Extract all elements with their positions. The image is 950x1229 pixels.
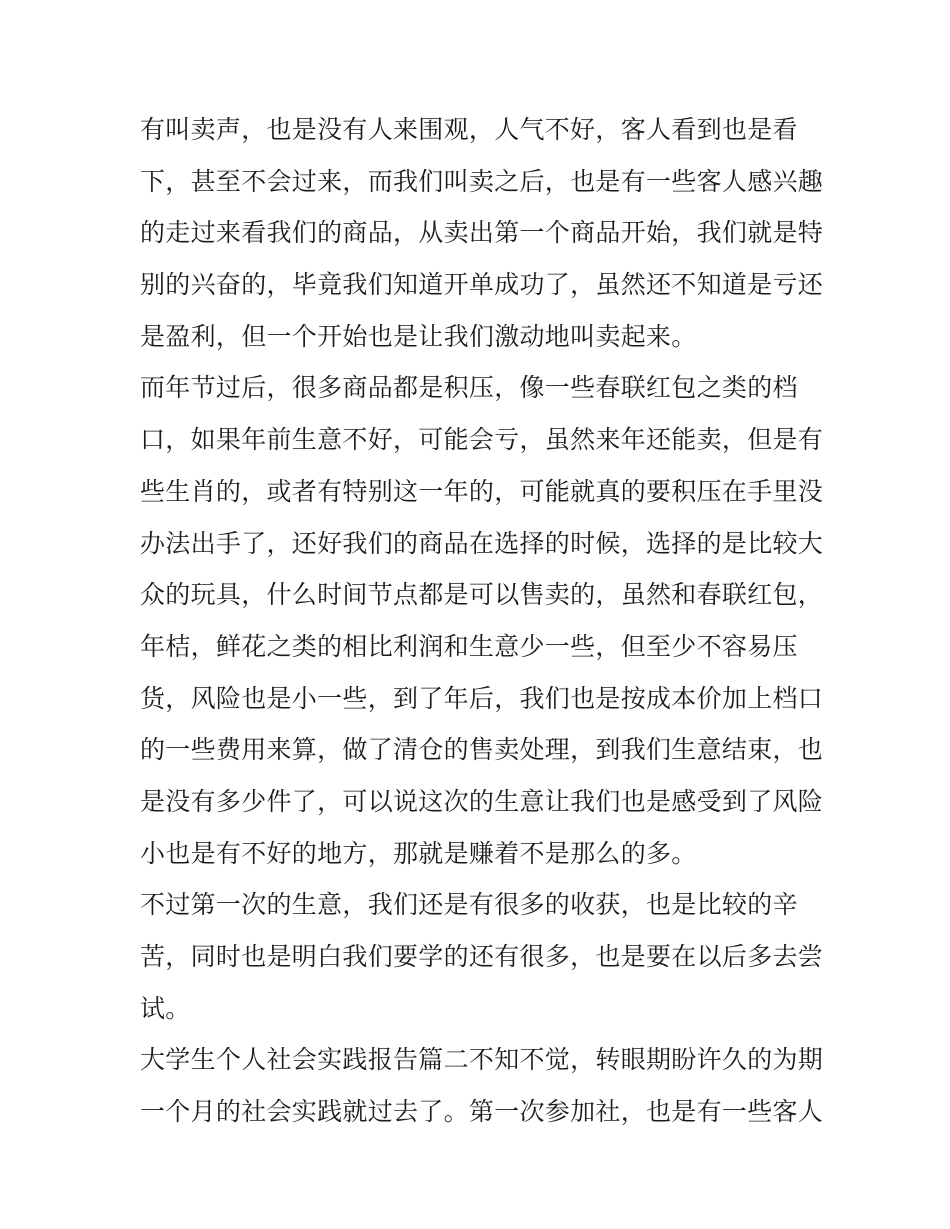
document-body	[140, 104, 824, 1138]
text-line: 众的玩具，什么时间节点都是可以售卖的，虽然和春联红包，	[140, 580, 824, 610]
text-line: 下，甚至不会过来，而我们叫卖之后，也是有一些客人感兴趣	[140, 166, 824, 196]
text-line: 有叫卖声，也是没有人来围观，人气不好，客人看到也是看	[140, 115, 798, 144]
text-line: 货，风险也是小一些，到了年后，我们也是按成本价加上档口	[140, 683, 824, 713]
text-line: 年桔，鲜花之类的相比利润和生意少一些，但至少不容易压	[140, 631, 798, 661]
text-line: 不过第一次的生意，我们还是有很多的收获，也是比较的辛	[140, 890, 798, 920]
text-line: 的一些费用来算，做了清仓的售卖处理，到我们生意结束，也	[140, 735, 824, 765]
text-line: 大学生个人社会实践报告篇二不知不觉，转眼期盼许久的为期	[140, 1045, 824, 1075]
text-line: 是没有多少件了，可以说这次的生意让我们也是感受到了风险	[140, 786, 824, 816]
text-line: 办法出手了，还好我们的商品在选择的时候，选择的是比较大	[140, 528, 824, 558]
text-line: 一个月的社会实践就过去了。第一次参加社，也是有一些客人	[140, 1097, 824, 1127]
text-line: 而年节过后，很多商品都是积压，像一些春联红包之类的档	[140, 373, 798, 403]
text-line: 是盈利，但一个开始也是让我们激动地叫卖起来。	[140, 321, 697, 351]
text-line: 口，如果年前生意不好，可能会亏，虽然来年还能卖，但是有	[140, 425, 824, 455]
text-line: 苦，同时也是明白我们要学的还有很多，也是要在以后多去尝	[140, 942, 824, 971]
text-line: 别的兴奋的，毕竟我们知道开单成功了，虽然还不知道是亏还	[140, 270, 824, 300]
text-line: 的走过来看我们的商品，从卖出第一个商品开始，我们就是特	[140, 218, 824, 248]
text-line: 试。	[140, 993, 191, 1023]
text-line: 小也是有不好的地方，那就是赚着不是那么的多。	[140, 838, 697, 868]
text-line: 些生肖的，或者有特别这一年的，可能就真的要积压在手里没	[140, 476, 824, 506]
